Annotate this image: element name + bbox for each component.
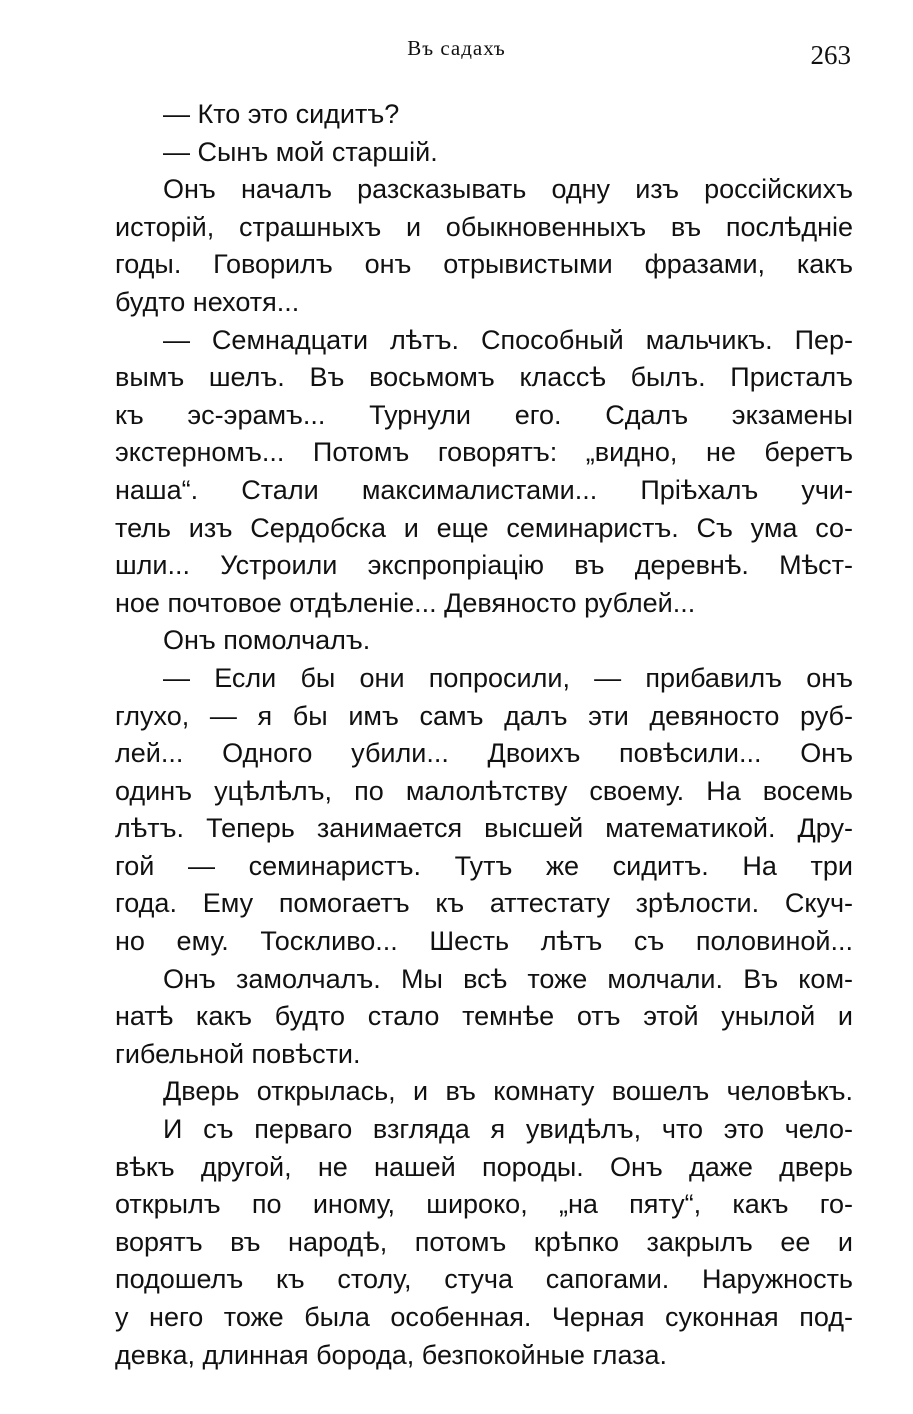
text-line: подошелъ къ столу, стуча сапогами. Наружность [115, 1264, 853, 1295]
text-line: И съ перваго взгляда я увидѣлъ, что это чело- [163, 1114, 853, 1145]
text-line: глухо, — я бы имъ самъ далъ эти девяносто руб- [115, 700, 853, 731]
page-number: 263 [810, 40, 851, 70]
text-line: — Семнадцати лѣтъ. Способный мальчикъ. Пер- [163, 324, 853, 355]
text-line: ное почтовое отдѣленіе... Девяносто рублей... [115, 587, 696, 618]
text-line: — Кто это сидитъ? [163, 99, 400, 129]
text-line: — Если бы они попросили, — прибавилъ онъ [163, 662, 853, 693]
text-line: Онъ помолчалъ. [163, 625, 371, 656]
text-line: гибельной повѣсти. [115, 1038, 361, 1069]
text-line: вымъ шелъ. Въ восьмомъ классѣ былъ. Присталъ [115, 362, 853, 393]
text-line: годы. Говорилъ онъ отрывистыми фразами, какъ [115, 249, 853, 280]
text-line: Онъ замолчалъ. Мы всѣ тоже молчали. Въ ком- [163, 963, 853, 994]
text-line: къ эс-эрамъ... Турнули его. Сдалъ экзамены [115, 399, 853, 430]
text-line: Дверь открылась, и въ комнату вошелъ человѣкъ. [163, 1076, 853, 1107]
text-line: экстерномъ... Потомъ говорятъ: „видно, не беретъ [115, 437, 853, 468]
text-line: года. Ему помогаетъ къ аттестату зрѣлости. Скуч- [115, 888, 853, 919]
text-line: шли... Устроили экспропріацію въ деревнѣ. Мѣст- [115, 550, 853, 581]
text-line: исторій, страшныхъ и обыкновенныхъ въ послѣдніе [115, 211, 853, 242]
text-line: но ему. Тоскливо... Шесть лѣтъ съ половиной... [115, 926, 853, 957]
text-line: Онъ началъ разсказывать одну изъ россійскихъ [163, 174, 853, 205]
text-line: ворятъ въ народѣ, потомъ крѣпко закрылъ ее и [115, 1226, 853, 1257]
text-line: натѣ какъ будто стало темнѣе отъ этой унылой и [115, 1001, 853, 1032]
text-line: лѣтъ. Теперь занимается высшей математикой. Дру- [115, 813, 853, 844]
body-text [115, 96, 853, 1374]
text-line: гой — семинаристъ. Тутъ же сидитъ. На три [115, 850, 853, 881]
text-line: одинъ уцѣлѣлъ, по малолѣтству своему. На восемь [115, 775, 853, 806]
running-head [0, 36, 913, 76]
text-line: открылъ по иному, широко, „на пяту“, какъ го- [115, 1189, 853, 1220]
running-title: Въ садахъ [407, 36, 506, 60]
text-line: — Сынъ мой старшій. [163, 136, 438, 167]
text-line: девка, длинная борода, безпокойные глаза. [115, 1339, 668, 1370]
text-line: наша“. Стали максималистами... Пріѣхалъ учи- [115, 474, 853, 505]
text-line: лей... Одного убили... Двоихъ повѣсили... Онъ [115, 738, 853, 769]
text-line: тель изъ Сердобска и еще семинаристъ. Съ ума со- [115, 512, 853, 543]
text-line: вѣкъ другой, не нашей породы. Онъ даже дверь [115, 1151, 853, 1182]
text-line: у него тоже была особенная. Черная суконная под- [115, 1302, 853, 1332]
text-line: будто нехотя... [115, 286, 300, 317]
